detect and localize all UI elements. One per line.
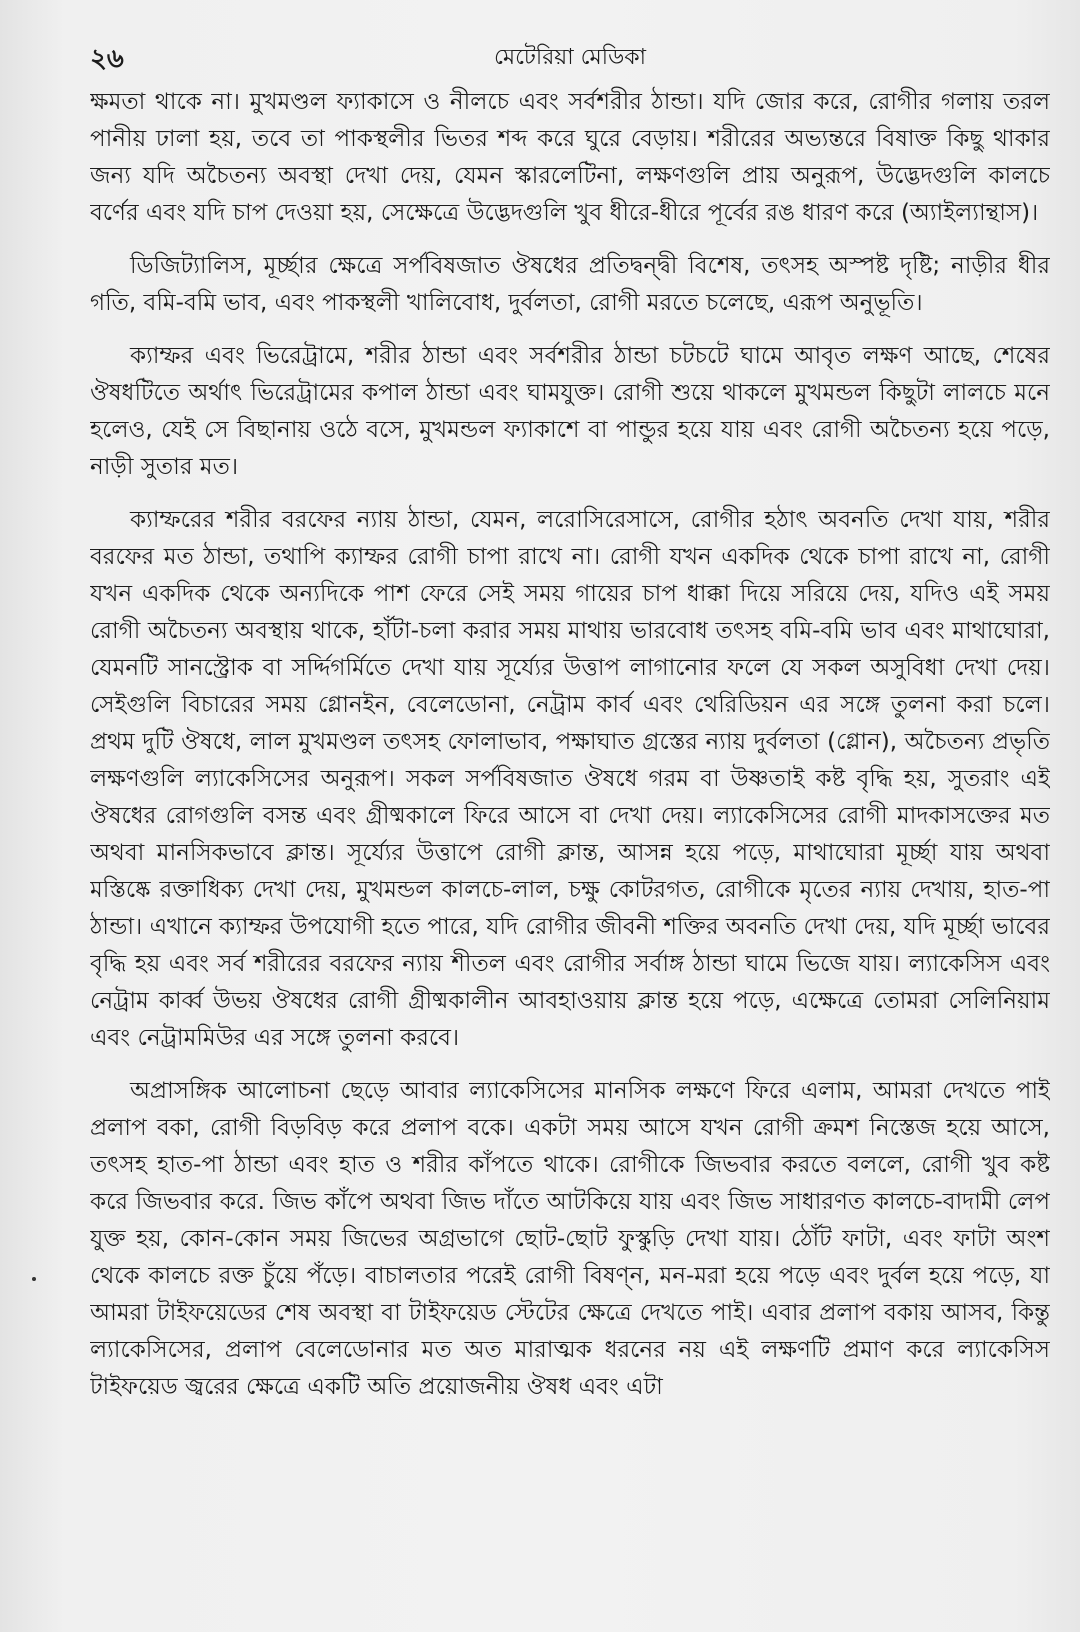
margin-speck [32,1277,36,1281]
paragraph-lachesis-mental: অপ্রাসঙ্গিক আলোচনা ছেড়ে আবার ল্যাকেসিসের মানসিক লক্ষণে ফিরে এলাম, আমরা দেখতে পাই প্রলাপ বকা, রোগী বিড়বিড় করে প্রলাপ বকে। একটা সময় আসে যখন রোগী ক্রমশ নিস্তেজ হয়ে আসে, তৎসহ হাত-পা ঠান্ডা এবং হাত ও শরীর কাঁপতে থাকে। রোগীকে জিভবার করতে বললে, রোগী খুব কষ্ট করে জিভবার করে. জিভ কাঁপে অথবা জিভ দাঁতে আটকিয়ে যায় এবং জিভ সাধারণত কালচে-বাদামী লেপ যুক্ত হয়, কোন-কোন সময় জিভের অগ্রভাগে ছোট-ছোট ফুস্কুড়ি দেখা যায়। ঠোঁট ফাটা, এবং ফাটা অংশ থেকে কালচে রক্ত চুঁয়ে পঁড়ে। বাচালতার পরেই রোগী বিষণ্ন, মন-মরা হয়ে পড়ে এবং দুর্বল হয়ে পড়ে, যা আমরা টাইফয়েডের শেষ অবস্থা বা টাইফয়েড স্টেটের ক্ষেত্রে দেখতে পাই। এবার প্রলাপ বকায় আসব, কিন্তু ল্যাকেসিসের, প্রলাপ বেলেডোনার মত অত মারাত্মক ধরনের নয় এই লক্ষণটি প্রমাণ করে ল্যাকেসিস টাইফয়েড জ্বরের ক্ষেত্রে একটি অতি প্রয়োজনীয় ঔষধ এবং এটা [90,1078,1050,1400]
paragraph-camphor-veratrum: ক্যাম্ফর এবং ভিরেট্রামে, শরীর ঠান্ডা এবং সর্বশরীর ঠান্ডা চটচটে ঘামে আবৃত লক্ষণ আছে, শেষের ঔষধটিতে অর্থাৎ ভিরেট্রামের কপাল ঠান্ডা এবং ঘামযুক্ত। রোগী শুয়ে থাকলে মুখমন্ডল কিছুটা লালচে মনে হলেও, যেই সে বিছানায় ওঠে বসে, মুখমন্ডল ফ্যাকাশে বা পান্ডুর হয়ে যায় এবং রোগী অচৈতন্য হয়ে পড়ে, নাড়ী সুতার মত। [90,343,1050,480]
page-header [90,38,1050,82]
paragraph-continued: ক্ষমতা থাকে না। মুখমণ্ডল ফ্যাকাসে ও নীলচে এবং সর্বশরীর ঠান্ডা। যদি জোর করে, রোগীর গলায় তরল পানীয় ঢালা হয়, তবে তা পাকস্থলীর ভিতর শব্দ করে ঘুরে বেড়ায়। শরীরের অভ্যন্তরে বিষাক্ত কিছু থাকার জন্য যদি অচৈতন্য অবস্থা দেখা দেয়, যেমন স্কারলেটিনা, লক্ষণগুলি প্রায় অনুরূপ, উদ্ভেদগুলি কালচে বর্ণের এবং যদি চাপ দেওয়া হয়, সেক্ষেত্রে উদ্ভেদগুলি খুব ধীরে-ধীরে পূর্বের রঙ ধারণ করে (অ্যাইল্যান্থাস)। [90,89,1050,226]
paragraph-camphor-comparison: ক্যাম্ফরের শরীর বরফের ন্যায় ঠান্ডা, যেমন, লরোসিরেসাসে, রোগীর হঠাৎ অবনতি দেখা যায়, শরীর বরফের মত ঠান্ডা, তথাপি ক্যাম্ফর রোগী চাপা রাখে না। রোগী যখন একদিক থেকে চাপা রাখে না, রোগী যখন একদিক থেকে অন্যদিকে পাশ ফেরে সেই সময় গায়ের চাপ ধাক্কা দিয়ে সরিয়ে দেয়, যদিও এই সময় রোগী অচৈতন্য অবস্থায় থাকে, হাঁটা-চলা করার সময় মাথায় ভারবোধ তৎসহ বমি-বমি ভাব এবং মাথাঘোরা, যেমনটি সানস্ট্রোক বা সর্দ্দিগর্মিতে দেখা যায় সূর্য্যের উত্তাপ লাগানোর ফলে যে সকল অসুবিধা দেখা দেয়। সেইগুলি বিচারের সময় গ্লোনইন, বেলেডোনা, নেট্রাম কার্ব এবং থেরিডিয়ন এর সঙ্গে তুলনা করা চলে। প্রথম দুটি ঔষধে, লাল মুখমণ্ডল তৎসহ ফোলাভাব, পক্ষাঘাত গ্রস্তের ন্যায় দুর্বলতা (গ্লোন), অচৈতন্য প্রভৃতি লক্ষণগুলি ল্যাকেসিসের অনুরূপ। সকল সর্পবিষজাত ঔষধে গরম বা উষ্ণতাই কষ্ট বৃদ্ধি হয়, সুতরাং এই ঔষধের রোগগুলি বসন্ত এবং গ্রীষ্মকালে ফিরে আসে বা দেখা দেয়। ল্যাকেসিসের রোগী মাদকাসক্তের মত অথবা মানসিকভাবে ক্লান্ত। সূর্য্যের উত্তাপে রোগী ক্লান্ত, আসন্ন হয়ে পড়ে, মাথাঘোরা মূর্চ্ছা যায় অথবা মস্তিষ্কে রক্তাধিক্য দেখা দেয়, মুখমন্ডল কালচে-লাল, চক্ষু কোটরগত, রোগীকে মৃতের ন্যায় দেখায়, হাত-পা ঠান্ডা। এখানে ক্যাম্ফর উপযোগী হতে পারে, যদি রোগীর জীবনী শক্তির অবনতি দেখা দেয়, যদি মূর্চ্ছা ভাবের বৃদ্ধি হয় এবং সর্ব শরীরের বরফের ন্যায় শীতল এবং রোগীর সর্বাঙ্গ ঠান্ডা ঘামে ভিজে যায়। ল্যাকেসিস এবং নেট্রাম কার্ব্ব উভয় ঔষধের রোগী গ্রীষ্মকালীন আবহাওয়ায় ক্লান্ত হয়ে পড়ে, এক্ষেত্রে তোমরা সেলিনিয়াম এবং নেট্রামমিউর এর সঙ্গে তুলনা করবে। [90,507,1050,1051]
body-text [90,84,1050,1614]
running-title: মেটেরিয়া মেডিকা [493,45,647,70]
paragraph-digitalis: ডিজিট্যালিস, মূর্চ্ছার ক্ষেত্রে সর্পবিষজাত ঔষধের প্রতিদ্বন্দ্বী বিশেষ, তৎসহ অস্পষ্ট দৃষ্টি; নাড়ীর ধীর গতি, বমি-বমি ভাব, এবং পাকস্থলী খালিবোধ, দুর্বলতা, রোগী মরতে চলেছে, এরূপ অনুভূতি। [90,253,1050,316]
page-number: ২৬ [90,44,124,74]
